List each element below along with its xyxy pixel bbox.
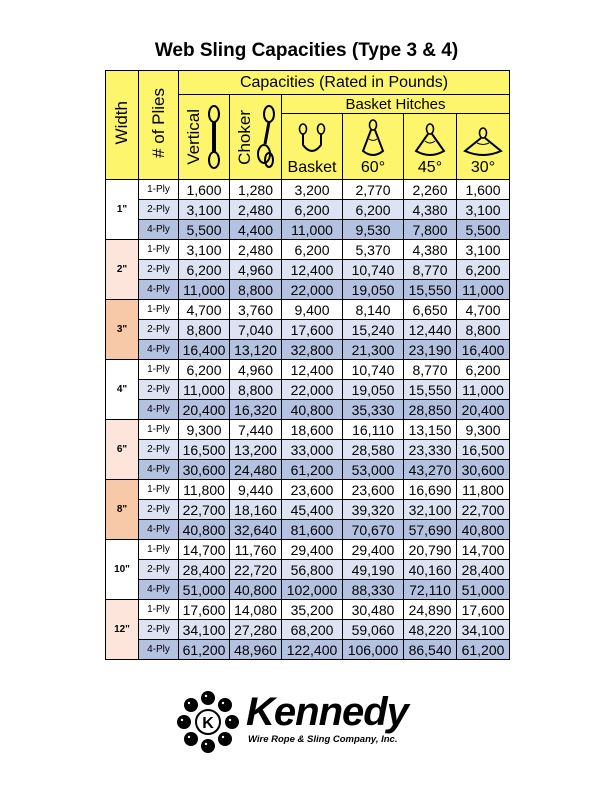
capacity-cell: 11,000: [179, 380, 230, 400]
table-row: [106, 480, 510, 500]
capacity-cell: 22,720: [230, 560, 282, 580]
capacity-cell: 14,080: [230, 600, 282, 620]
capacity-cell: 29,400: [282, 540, 343, 560]
capacity-cell: 40,800: [230, 580, 282, 600]
capacity-cell: 16,500: [179, 440, 230, 460]
table-body: [106, 180, 510, 660]
ply-cell: 4-Ply: [139, 460, 179, 480]
capacity-cell: 7,800: [404, 220, 457, 240]
capacity-cell: 9,530: [343, 220, 404, 240]
capacity-cell: 24,480: [230, 460, 282, 480]
capacity-cell: 8,800: [230, 280, 282, 300]
basket-header: Basket: [282, 114, 343, 180]
ply-cell: 1-Ply: [139, 300, 179, 320]
capacity-cell: 16,500: [457, 440, 510, 460]
capacity-cell: 61,200: [457, 640, 510, 660]
capacity-cell: 40,800: [179, 520, 230, 540]
capacity-cell: 2,770: [343, 180, 404, 200]
capacity-cell: 22,000: [282, 280, 343, 300]
capacity-cell: 102,000: [282, 580, 343, 600]
capacity-cell: 61,200: [282, 460, 343, 480]
capacity-cell: 86,540: [404, 640, 457, 660]
capacity-cell: 14,700: [179, 540, 230, 560]
width-cell: 2": [106, 240, 139, 300]
emblem-letter: K: [202, 715, 214, 732]
capacity-cell: 9,300: [179, 420, 230, 440]
capacity-cell: 57,690: [404, 520, 457, 540]
capacity-cell: 12,440: [404, 320, 457, 340]
capacity-cell: 45,400: [282, 500, 343, 520]
capacity-cell: 8,140: [343, 300, 404, 320]
capacity-cell: 32,640: [230, 520, 282, 540]
capacity-cell: 39,320: [343, 500, 404, 520]
width-cell: 12": [106, 600, 139, 660]
table-row: [106, 320, 510, 340]
capacity-cell: 11,800: [457, 480, 510, 500]
capacity-cell: 22,700: [457, 500, 510, 520]
ply-cell: 4-Ply: [139, 580, 179, 600]
table-row: [106, 400, 510, 420]
capacity-cell: 43,270: [404, 460, 457, 480]
capacity-cell: 28,400: [457, 560, 510, 580]
capacity-cell: 6,200: [179, 260, 230, 280]
width-cell: 6": [106, 420, 139, 480]
capacity-cell: 28,400: [179, 560, 230, 580]
thirty-degree-hitch-icon: [462, 127, 504, 159]
ply-cell: 2-Ply: [139, 560, 179, 580]
capacity-cell: 20,400: [179, 400, 230, 420]
capacity-cell: 6,650: [404, 300, 457, 320]
table-row: [106, 180, 510, 200]
ply-cell: 1-Ply: [139, 540, 179, 560]
capacity-cell: 8,800: [457, 320, 510, 340]
capacity-cell: 23,600: [282, 480, 343, 500]
ply-cell: 1-Ply: [139, 240, 179, 260]
capacity-cell: 4,700: [179, 300, 230, 320]
capacity-cell: 88,330: [343, 580, 404, 600]
ply-cell: 4-Ply: [139, 640, 179, 660]
capacity-cell: 6,200: [457, 260, 510, 280]
capacity-cell: 30,600: [179, 460, 230, 480]
ply-cell: 1-Ply: [139, 180, 179, 200]
capacity-cell: 7,040: [230, 320, 282, 340]
ply-cell: 4-Ply: [139, 520, 179, 540]
capacity-cell: 4,400: [230, 220, 282, 240]
capacity-cell: 10,740: [343, 260, 404, 280]
forty-five-degree-hitch-icon: [411, 123, 449, 159]
table-row: [106, 560, 510, 580]
capacity-cell: 4,380: [404, 200, 457, 220]
table-row: [106, 380, 510, 400]
capacity-cell: 29,400: [343, 540, 404, 560]
table-row: [106, 600, 510, 620]
sixty-degree-hitch-icon: [356, 119, 390, 159]
rope-strand-emblem-icon: [176, 690, 240, 754]
width-cell: 10": [106, 540, 139, 600]
table-row: [106, 360, 510, 380]
choker-header: Choker: [230, 95, 282, 180]
capacity-cell: 10,740: [343, 360, 404, 380]
ply-cell: 2-Ply: [139, 440, 179, 460]
capacity-cell: 4,380: [404, 240, 457, 260]
capacity-cell: 3,100: [457, 240, 510, 260]
capacity-cell: 20,790: [404, 540, 457, 560]
ply-cell: 2-Ply: [139, 620, 179, 640]
capacity-cell: 56,800: [282, 560, 343, 580]
table-row: [106, 260, 510, 280]
ply-cell: 2-Ply: [139, 500, 179, 520]
capacity-cell: 21,300: [343, 340, 404, 360]
capacity-cell: 11,000: [457, 280, 510, 300]
capacity-cell: 2,260: [404, 180, 457, 200]
capacity-cell: 8,770: [404, 260, 457, 280]
table-row: [106, 420, 510, 440]
capacity-cell: 40,800: [282, 400, 343, 420]
ply-cell: 2-Ply: [139, 200, 179, 220]
capacity-cell: 20,400: [457, 400, 510, 420]
capacity-cell: 1,280: [230, 180, 282, 200]
capacity-cell: 3,760: [230, 300, 282, 320]
capacity-cell: 30,480: [343, 600, 404, 620]
capacity-cell: 32,800: [282, 340, 343, 360]
ply-cell: 1-Ply: [139, 480, 179, 500]
width-cell: 4": [106, 360, 139, 420]
table-row: [106, 280, 510, 300]
ply-cell: 4-Ply: [139, 340, 179, 360]
capacity-table: [105, 70, 510, 660]
capacity-cell: 22,700: [179, 500, 230, 520]
capacity-cell: 17,600: [457, 600, 510, 620]
table-row: [106, 520, 510, 540]
ply-cell: 4-Ply: [139, 220, 179, 240]
capacity-cell: 8,800: [230, 380, 282, 400]
vertical-hitch-icon: [204, 102, 224, 172]
table-row: [106, 620, 510, 640]
ply-cell: 1-Ply: [139, 360, 179, 380]
brand-tagline: Wire Rope & Sling Company, Inc.: [248, 734, 398, 745]
capacity-cell: 72,110: [404, 580, 457, 600]
basket-hitches-header: Basket Hitches: [282, 95, 510, 114]
capacity-cell: 6,200: [343, 200, 404, 220]
width-cell: 1": [106, 180, 139, 240]
capacity-cell: 106,000: [343, 640, 404, 660]
capacity-cell: 16,400: [457, 340, 510, 360]
brand-name: Kennedy: [246, 690, 408, 734]
table-row: [106, 640, 510, 660]
table-row: [106, 460, 510, 480]
capacity-cell: 1,600: [457, 180, 510, 200]
table-row: [106, 340, 510, 360]
capacity-cell: 23,330: [404, 440, 457, 460]
table-row: [106, 500, 510, 520]
angle-45-header: 45°: [404, 114, 457, 180]
capacity-cell: 6,200: [179, 360, 230, 380]
capacities-header: Capacities (Rated in Pounds): [179, 71, 510, 95]
table-row: [106, 240, 510, 260]
capacity-cell: 12,400: [282, 260, 343, 280]
capacity-cell: 1,600: [179, 180, 230, 200]
capacity-cell: 15,240: [343, 320, 404, 340]
capacity-cell: 11,000: [282, 220, 343, 240]
width-header: Width: [106, 71, 139, 180]
capacity-cell: 34,100: [457, 620, 510, 640]
capacity-cell: 68,200: [282, 620, 343, 640]
ply-cell: 2-Ply: [139, 320, 179, 340]
capacity-cell: 40,160: [404, 560, 457, 580]
capacity-cell: 2,480: [230, 200, 282, 220]
capacity-cell: 4,960: [230, 260, 282, 280]
capacity-cell: 28,580: [343, 440, 404, 460]
capacity-cell: 48,220: [404, 620, 457, 640]
angle-60-header: 60°: [343, 114, 404, 180]
table-row: [106, 580, 510, 600]
capacity-cell: 40,800: [457, 520, 510, 540]
basket-hitch-icon: [295, 123, 329, 159]
capacity-cell: 3,100: [457, 200, 510, 220]
ply-cell: 1-Ply: [139, 420, 179, 440]
ply-cell: 1-Ply: [139, 600, 179, 620]
angle-30-header: 30°: [457, 114, 510, 180]
capacity-cell: 122,400: [282, 640, 343, 660]
capacity-cell: 18,160: [230, 500, 282, 520]
capacity-cell: 30,600: [457, 460, 510, 480]
capacity-cell: 15,550: [404, 380, 457, 400]
capacity-cell: 3,100: [179, 240, 230, 260]
width-cell: 8": [106, 480, 139, 540]
capacity-cell: 32,100: [404, 500, 457, 520]
capacity-cell: 11,000: [457, 380, 510, 400]
capacity-cell: 16,400: [179, 340, 230, 360]
choker-hitch-icon: [255, 102, 277, 172]
capacity-cell: 5,500: [457, 220, 510, 240]
capacity-cell: 11,760: [230, 540, 282, 560]
capacity-cell: 6,200: [457, 360, 510, 380]
ply-cell: 4-Ply: [139, 400, 179, 420]
capacity-cell: 7,440: [230, 420, 282, 440]
capacity-cell: 6,200: [282, 240, 343, 260]
capacity-cell: 81,600: [282, 520, 343, 540]
capacity-cell: 15,550: [404, 280, 457, 300]
vertical-header: Vertical: [179, 95, 230, 180]
capacity-cell: 16,320: [230, 400, 282, 420]
capacity-cell: 33,000: [282, 440, 343, 460]
capacity-cell: 9,400: [282, 300, 343, 320]
ply-cell: 4-Ply: [139, 280, 179, 300]
capacity-cell: 3,100: [179, 200, 230, 220]
capacity-cell: 9,300: [457, 420, 510, 440]
capacity-cell: 5,500: [179, 220, 230, 240]
capacity-cell: 61,200: [179, 640, 230, 660]
capacity-cell: 48,960: [230, 640, 282, 660]
capacity-cell: 28,850: [404, 400, 457, 420]
capacity-cell: 8,800: [179, 320, 230, 340]
capacity-cell: 59,060: [343, 620, 404, 640]
capacity-cell: 35,200: [282, 600, 343, 620]
table-row: [106, 440, 510, 460]
width-cell: 3": [106, 300, 139, 360]
capacity-cell: 51,000: [457, 580, 510, 600]
capacity-cell: 27,280: [230, 620, 282, 640]
capacity-cell: 34,100: [179, 620, 230, 640]
capacity-cell: 4,960: [230, 360, 282, 380]
capacity-cell: 3,200: [282, 180, 343, 200]
capacity-cell: 18,600: [282, 420, 343, 440]
capacity-cell: 23,600: [343, 480, 404, 500]
table-row: [106, 200, 510, 220]
capacity-cell: 70,670: [343, 520, 404, 540]
capacity-cell: 13,150: [404, 420, 457, 440]
capacity-cell: 9,440: [230, 480, 282, 500]
capacity-cell: 16,690: [404, 480, 457, 500]
capacity-cell: 11,800: [179, 480, 230, 500]
capacity-cell: 22,000: [282, 380, 343, 400]
capacity-cell: 51,000: [179, 580, 230, 600]
capacity-cell: 19,050: [343, 280, 404, 300]
capacity-cell: 6,200: [282, 200, 343, 220]
company-logo: [176, 690, 456, 760]
capacity-cell: 19,050: [343, 380, 404, 400]
capacity-cell: 13,200: [230, 440, 282, 460]
ply-cell: 2-Ply: [139, 380, 179, 400]
capacity-cell: 53,000: [343, 460, 404, 480]
capacity-cell: 12,400: [282, 360, 343, 380]
capacity-cell: 11,000: [179, 280, 230, 300]
page-title: Web Sling Capacities (Type 3 & 4): [154, 40, 459, 61]
plies-header: # of Plies: [139, 71, 179, 180]
capacity-cell: 35,330: [343, 400, 404, 420]
capacity-cell: 24,890: [404, 600, 457, 620]
capacity-cell: 2,480: [230, 240, 282, 260]
capacity-cell: 13,120: [230, 340, 282, 360]
capacity-cell: 8,770: [404, 360, 457, 380]
table-row: [106, 540, 510, 560]
capacity-cell: 23,190: [404, 340, 457, 360]
capacity-cell: 5,370: [343, 240, 404, 260]
capacity-cell: 17,600: [179, 600, 230, 620]
capacity-cell: 49,190: [343, 560, 404, 580]
table-row: [106, 220, 510, 240]
capacity-cell: 4,700: [457, 300, 510, 320]
capacity-cell: 16,110: [343, 420, 404, 440]
ply-cell: 2-Ply: [139, 260, 179, 280]
table-row: [106, 300, 510, 320]
capacity-cell: 17,600: [282, 320, 343, 340]
capacity-cell: 14,700: [457, 540, 510, 560]
